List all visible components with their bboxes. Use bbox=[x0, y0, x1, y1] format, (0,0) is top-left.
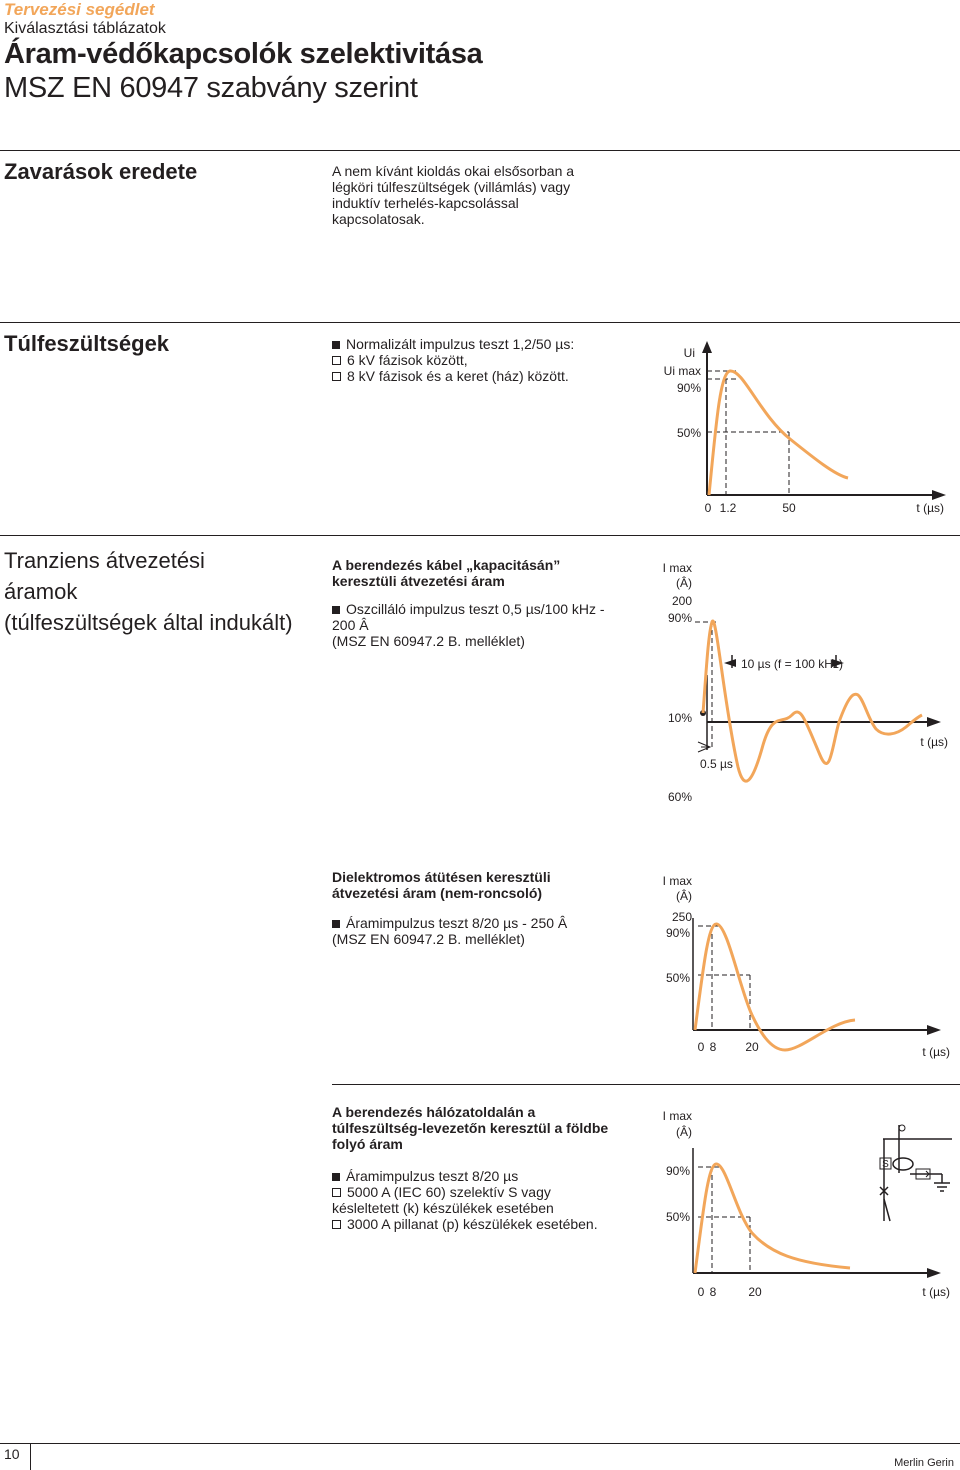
toroid-sensor-icon bbox=[893, 1158, 913, 1170]
y-tick-label: 90% bbox=[665, 1164, 690, 1178]
y-axis-title: I max bbox=[662, 561, 692, 575]
brand-name: Merlin Gerin bbox=[894, 1457, 954, 1469]
page-number: 10 bbox=[4, 1446, 20, 1462]
x-tick-label: 8 bbox=[709, 1285, 717, 1299]
earth-item: 5000 A (IEC 60) szelektív S vagy bbox=[332, 1184, 608, 1200]
hollow-square-bullet-icon bbox=[332, 1188, 341, 1197]
y-axis-title: I max bbox=[662, 874, 692, 888]
x-tick-label: 0.5 µs bbox=[700, 757, 733, 771]
x-tick-label: 20 bbox=[748, 1285, 762, 1299]
section-divider bbox=[332, 1084, 960, 1085]
dielectric-subheading: átvezetési áram (nem-roncsoló) bbox=[332, 885, 543, 901]
spacer bbox=[332, 1152, 608, 1168]
section-divider bbox=[0, 535, 960, 536]
page-title-secondary: MSZ EN 60947 szabvány szerint bbox=[4, 72, 418, 104]
y-tick-label: 10% bbox=[667, 711, 692, 725]
x-tick-label: 8 bbox=[709, 1040, 717, 1054]
transient-heading-line: (túlfeszültségek által indukált) bbox=[4, 610, 293, 635]
y-axis-title: (Â) bbox=[676, 576, 692, 590]
origin-heading: Zavarások eredete bbox=[4, 159, 198, 184]
x-tick-label: 20 bbox=[745, 1040, 759, 1054]
y-tick-label: 60% bbox=[667, 790, 692, 804]
earth-waveform-chart bbox=[640, 1103, 960, 1303]
header-kicker: Tervezési segédlet bbox=[4, 0, 155, 19]
overvoltage-heading: Túlfeszültségek bbox=[4, 331, 170, 356]
impulse-curve bbox=[695, 1164, 850, 1273]
x-axis-arrow-icon bbox=[932, 490, 946, 500]
transient-subheading: keresztüli átvezetési áram bbox=[332, 573, 505, 589]
origin-text bbox=[332, 163, 574, 227]
footer-rule bbox=[0, 1443, 960, 1444]
overvoltage-item: 6 kV fázisok között, bbox=[332, 352, 574, 368]
hollow-square-bullet-icon bbox=[332, 1220, 341, 1229]
waveform-curve bbox=[709, 371, 848, 495]
terminal-icon bbox=[899, 1125, 905, 1131]
overvoltage-item: Normalizált impulzus teszt 1,2/50 µs: bbox=[332, 336, 574, 352]
earth-item: Áramimpulzus teszt 8/20 µs bbox=[332, 1168, 608, 1184]
oscillation-curve bbox=[703, 621, 922, 781]
overvoltage-waveform-chart bbox=[640, 335, 960, 525]
origin-line: kapcsolatosak. bbox=[332, 211, 425, 227]
spacer bbox=[332, 901, 567, 915]
origin-line: légköri túlfeszültségek (villámlás) vagy bbox=[332, 179, 571, 195]
x-tick-label: 0 bbox=[704, 501, 712, 515]
dielectric-item: Áramimpulzus teszt 8/20 µs - 250 Â bbox=[332, 915, 567, 931]
transient-item-cont: 200 Â bbox=[332, 617, 369, 633]
x-axis-label: t (µs) bbox=[922, 1045, 950, 1059]
dielectric-waveform-chart bbox=[640, 870, 960, 1060]
device-type-label: S bbox=[882, 1159, 889, 1170]
section-divider bbox=[0, 150, 960, 151]
transient-waveform-chart bbox=[640, 555, 960, 805]
y-tick-label: 50% bbox=[676, 426, 701, 440]
earth-text bbox=[332, 1104, 608, 1232]
y-tick-label: 90% bbox=[676, 381, 701, 395]
transient-heading bbox=[4, 545, 293, 638]
earth-subheading: túlfeszültség-levezetőn keresztül a földbe bbox=[332, 1120, 609, 1136]
hollow-square-bullet-icon bbox=[332, 372, 341, 381]
hollow-square-bullet-icon bbox=[332, 356, 341, 365]
impulse-curve bbox=[695, 924, 855, 1050]
dielectric-text bbox=[332, 869, 567, 947]
origin-line: induktív terhelés-kapcsolással bbox=[332, 195, 519, 211]
x-axis-label: t (µs) bbox=[916, 501, 944, 515]
filled-square-bullet-icon bbox=[332, 341, 340, 349]
x-axis-arrow-icon bbox=[927, 1025, 941, 1035]
spacer bbox=[332, 589, 605, 601]
section-divider bbox=[0, 322, 960, 323]
footer-separator bbox=[30, 1443, 31, 1470]
origin-line: A nem kívánt kioldás okai elsősorban a bbox=[332, 163, 575, 179]
earth-item-cont: késleltetett (k) készülékek esetében bbox=[332, 1200, 554, 1216]
y-axis-label: Ui bbox=[683, 346, 695, 360]
y-tick-label: 90% bbox=[667, 611, 692, 625]
dielectric-item-cont: (MSZ EN 60947.2 B. melléklet) bbox=[332, 931, 525, 947]
y-axis-title: (Â) bbox=[676, 1125, 692, 1139]
transient-heading-line: Tranziens átvezetési bbox=[4, 548, 205, 573]
x-axis-label: t (µs) bbox=[920, 735, 948, 749]
earth-subheading: folyó áram bbox=[332, 1136, 403, 1152]
y-axis-title: (Â) bbox=[676, 889, 692, 903]
y-tick-label: 90% bbox=[665, 926, 690, 940]
transient-item: Oszcilláló impulzus teszt 0,5 µs/100 kHz - bbox=[332, 601, 605, 617]
page-title: Áram-védőkapcsolók szelektivitása bbox=[4, 38, 483, 70]
y-tick-label: 50% bbox=[665, 1210, 690, 1224]
x-axis-label: t (µs) bbox=[922, 1285, 950, 1299]
period-arrow-left-icon bbox=[724, 659, 736, 667]
y-tick-label: 50% bbox=[665, 971, 690, 985]
earth-subheading: A berendezés hálózatoldalán a bbox=[332, 1104, 536, 1120]
y-axis-arrow-icon bbox=[702, 341, 712, 353]
switch-contact-icon bbox=[884, 1199, 890, 1221]
x-tick-label: 1.2 bbox=[719, 501, 737, 515]
transient-subheading: A berendezés kábel „kapacitásán” bbox=[332, 557, 561, 573]
header-subtitle: Kiválasztási táblázatok bbox=[4, 20, 166, 37]
x-axis-arrow-icon bbox=[927, 717, 941, 727]
overvoltage-item: 8 kV fázisok és a keret (ház) között. bbox=[332, 368, 574, 384]
x-tick-label: 50 bbox=[782, 501, 796, 515]
transient-text bbox=[332, 557, 605, 649]
earth-item: 3000 A pillanat (p) készülékek esetében. bbox=[332, 1216, 608, 1232]
arrester-arrow-icon bbox=[921, 1171, 929, 1177]
period-label: 10 µs (f = 100 kHz) bbox=[741, 657, 843, 671]
x-tick-label: 0 bbox=[697, 1285, 705, 1299]
y-tick-label: 200 bbox=[671, 594, 692, 608]
filled-square-bullet-icon bbox=[332, 920, 340, 928]
transient-heading-line: áramok bbox=[4, 579, 78, 604]
filled-square-bullet-icon bbox=[332, 606, 340, 614]
filled-square-bullet-icon bbox=[332, 1173, 340, 1181]
y-tick-label: 250 bbox=[671, 910, 692, 924]
y-axis-title: I max bbox=[662, 1109, 692, 1123]
transient-item-cont: (MSZ EN 60947.2 B. melléklet) bbox=[332, 633, 525, 649]
x-tick-label: 0 bbox=[697, 1040, 705, 1054]
surge-arrester-diagram bbox=[880, 1125, 952, 1221]
y-tick-label: Ui max bbox=[663, 364, 701, 378]
dielectric-subheading: Dielektromos átütésen keresztüli bbox=[332, 869, 551, 885]
x-axis-arrow-icon bbox=[927, 1268, 941, 1278]
overvoltage-text bbox=[332, 336, 574, 384]
